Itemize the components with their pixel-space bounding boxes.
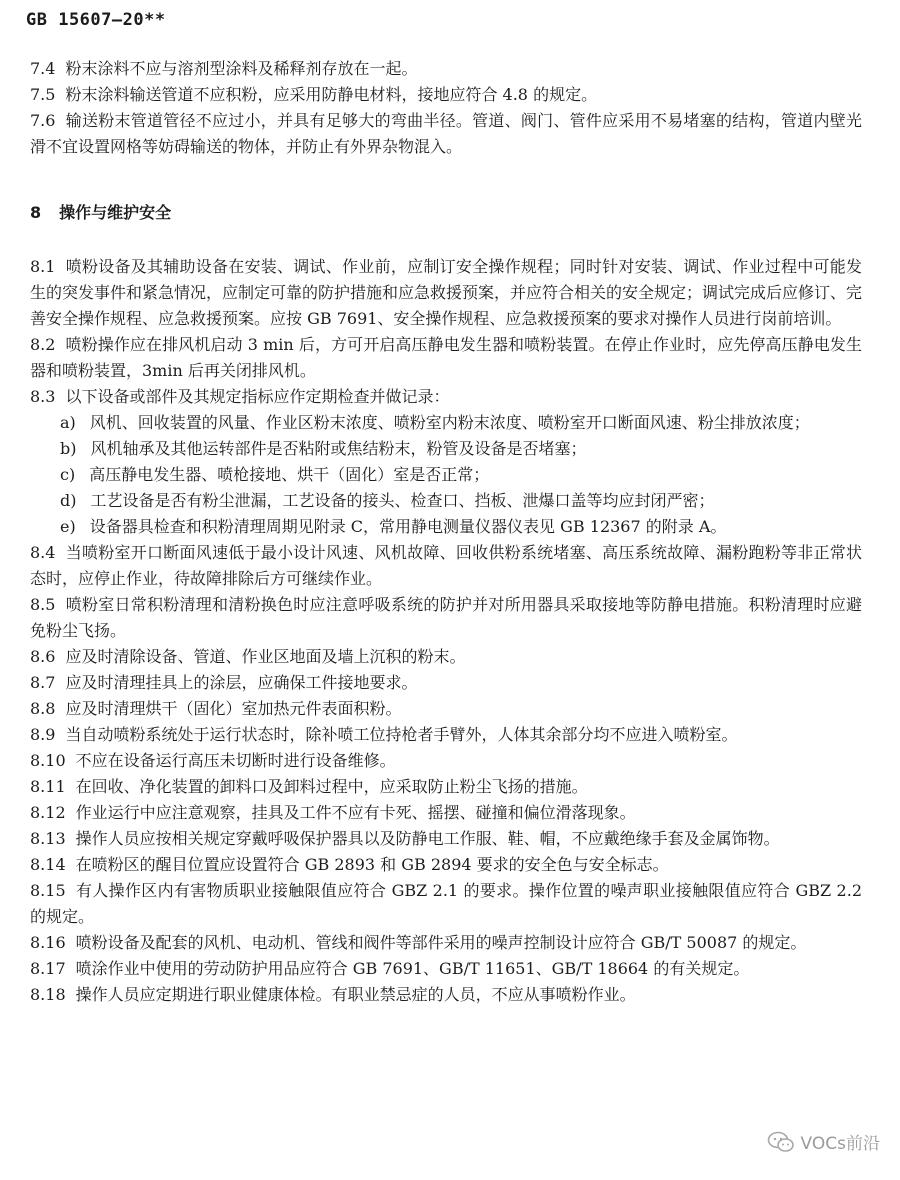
clause-number: 8.15 bbox=[30, 881, 66, 900]
document-header: GB 15607—20** bbox=[26, 10, 166, 30]
clause-number: 7.6 bbox=[30, 111, 56, 130]
clause-text: 作业运行中应注意观察，挂具及工件不应有卡死、摇摆、碰撞和偏位滑落现象。 bbox=[75, 803, 636, 822]
clause-number: 8.5 bbox=[30, 595, 56, 614]
clause-number: 8.12 bbox=[30, 803, 66, 822]
sub-item-mark: d) bbox=[60, 491, 77, 510]
sub-item-d bbox=[30, 488, 862, 514]
clause-8-6 bbox=[30, 644, 862, 670]
sub-item-e bbox=[30, 514, 862, 540]
clause-8-18 bbox=[30, 982, 862, 1008]
clause-text: 操作人员应按相关规定穿戴呼吸保护器具以及防静电工作服、鞋、帽，不应戴绝缘手套及金属饰物。 bbox=[75, 829, 780, 848]
clause-text: 以下设备或部件及其规定指标应作定期检查并做记录： bbox=[65, 387, 450, 406]
clause-number: 8.2 bbox=[30, 335, 56, 354]
sub-item-text: 设备器具检查和积粉清理周期见附录 C，常用静电测量仪器仪表见 GB 12367 的附录 A。 bbox=[89, 517, 727, 536]
sub-item-text: 风机轴承及其他运转部件是否粘附或焦结粉末，粉管及设备是否堵塞； bbox=[90, 439, 587, 458]
clause-number: 8.18 bbox=[30, 985, 66, 1004]
clause-8-11 bbox=[30, 774, 862, 800]
sub-item-text: 高压静电发生器、喷枪接地、烘干（固化）室是否正常； bbox=[89, 465, 490, 484]
clause-8-12 bbox=[30, 800, 862, 826]
section-title: 操作与维护安全 bbox=[59, 203, 172, 222]
clause-text: 喷粉设备及其辅助设备在安装、调试、作业前，应制订安全操作规程；同时针对安装、调试、作业过程中可能发生的突发事件和紧急情况，应制定可靠的防护措施和应急救援预案，并应符合相关的安全规定；调试完成后应修订、完善安全操作规程、应急救援预案。应按 GB 7691、安全操作规程、应急救援预案的要求对操作人员进行岗前培训。 bbox=[30, 257, 863, 328]
clause-number: 8.9 bbox=[30, 725, 56, 744]
clause-text: 输送粉末管道管径不应过小，并具有足够大的弯曲半径。管道、阀门、管件应采用不易堵塞的结构，管道内壁光滑不宜设置网格等妨碍输送的物体，并防止有外界杂物混入。 bbox=[30, 111, 862, 156]
section-number: 8 bbox=[30, 203, 42, 222]
clause-7-4 bbox=[30, 56, 862, 82]
clause-number: 8.1 bbox=[30, 257, 56, 276]
watermark bbox=[767, 1129, 880, 1154]
clause-8-16 bbox=[30, 930, 862, 956]
sub-item-mark: e) bbox=[60, 517, 76, 536]
clause-number: 8.6 bbox=[30, 647, 56, 666]
section-8-clauses bbox=[30, 254, 862, 1008]
clause-8-7 bbox=[30, 670, 862, 696]
sub-item-mark: c) bbox=[60, 465, 76, 484]
clause-text: 喷粉操作应在排风机启动 3 min 后，方可开启高压静电发生器和喷粉装置。在停止作业时，应先停高压静电发生器和喷粉装置，3min 后再关闭排风机。 bbox=[30, 335, 862, 380]
clause-number: 8.13 bbox=[30, 829, 66, 848]
clause-text: 当自动喷粉系统处于运行状态时，除补喷工位持枪者手臂外，人体其余部分均不应进入喷粉室。 bbox=[65, 725, 738, 744]
clause-number: 8.7 bbox=[30, 673, 56, 692]
clause-7-6 bbox=[30, 108, 862, 160]
clause-8-17 bbox=[30, 956, 862, 982]
section-7-clauses bbox=[30, 56, 862, 160]
clause-text: 应及时清除设备、管道、作业区地面及墙上沉积的粉末。 bbox=[65, 647, 466, 666]
clause-number: 8.14 bbox=[30, 855, 66, 874]
clause-text: 喷粉室日常积粉清理和清粉换色时应注意呼吸系统的防护并对所用器具采取接地等防静电措施。积粉清理时应避免粉尘飞扬。 bbox=[30, 595, 862, 640]
clause-text: 当喷粉室开口断面风速低于最小设计风速、风机故障、回收供粉系统堵塞、高压系统故障、漏粉跑粉等非正常状态时，应停止作业，待故障排除后方可继续作业。 bbox=[30, 543, 862, 588]
clause-text: 操作人员应定期进行职业健康体检。有职业禁忌症的人员，不应从事喷粉作业。 bbox=[75, 985, 636, 1004]
sub-item-mark: a) bbox=[60, 413, 76, 432]
sub-item-a bbox=[30, 410, 862, 436]
clause-number: 8.8 bbox=[30, 699, 56, 718]
clause-8-4 bbox=[30, 540, 862, 592]
sub-item-text: 工艺设备是否有粉尘泄漏，工艺设备的接头、检查口、挡板、泄爆口盖等均应封闭严密； bbox=[90, 491, 715, 510]
watermark-text: VOCs前沿 bbox=[800, 1134, 880, 1154]
sub-item-mark: b) bbox=[60, 439, 77, 458]
sub-item-text: 风机、回收装置的风量、作业区粉末浓度、喷粉室内粉末浓度、喷粉室开口断面风速、粉尘排放浓度； bbox=[89, 413, 810, 432]
clause-8-8 bbox=[30, 696, 862, 722]
clause-number: 8.16 bbox=[30, 933, 66, 952]
clause-text: 在回收、净化装置的卸料口及卸料过程中，应采取防止粉尘飞扬的措施。 bbox=[75, 777, 588, 796]
clause-text: 粉末涂料输送管道不应积粉，应采用防静电材料，接地应符合 4.8 的规定。 bbox=[65, 85, 598, 104]
clause-8-3 bbox=[30, 384, 862, 410]
clause-7-5 bbox=[30, 82, 862, 108]
clause-number: 7.4 bbox=[30, 59, 56, 78]
sub-item-c bbox=[30, 462, 862, 488]
clause-text: 喷涂作业中使用的劳动防护用品应符合 GB 7691、GB/T 11651、GB/T 18664 的有关规定。 bbox=[75, 959, 750, 978]
clause-text: 粉末涂料不应与溶剂型涂料及稀释剂存放在一起。 bbox=[65, 59, 418, 78]
clause-number: 8.11 bbox=[30, 777, 66, 796]
clause-number: 7.5 bbox=[30, 85, 56, 104]
clause-text: 应及时清理挂具上的涂层，应确保工件接地要求。 bbox=[65, 673, 418, 692]
clause-8-1 bbox=[30, 254, 862, 332]
clause-8-10 bbox=[30, 748, 862, 774]
clause-8-15 bbox=[30, 878, 862, 930]
wechat-icon bbox=[767, 1130, 795, 1154]
clause-8-2 bbox=[30, 332, 862, 384]
section-8-heading bbox=[30, 200, 171, 223]
clause-text: 喷粉设备及配套的风机、电动机、管线和阀件等部件采用的噪声控制设计应符合 GB/T 50087 的规定。 bbox=[75, 933, 807, 952]
clause-8-9 bbox=[30, 722, 862, 748]
clause-8-13 bbox=[30, 826, 862, 852]
clause-number: 8.4 bbox=[30, 543, 56, 562]
clause-8-14 bbox=[30, 852, 862, 878]
clause-number: 8.3 bbox=[30, 387, 56, 406]
clause-8-5 bbox=[30, 592, 862, 644]
sub-item-b bbox=[30, 436, 862, 462]
clause-number: 8.17 bbox=[30, 959, 66, 978]
clause-text: 有人操作区内有害物质职业接触限值应符合 GBZ 2.1 的要求。操作位置的噪声职业接触限值应符合 GBZ 2.2 的规定。 bbox=[30, 881, 862, 926]
clause-number: 8.10 bbox=[30, 751, 66, 770]
clause-text: 不应在设备运行高压未切断时进行设备维修。 bbox=[75, 751, 396, 770]
clause-text: 在喷粉区的醒目位置应设置符合 GB 2893 和 GB 2894 要求的安全色与安全标志。 bbox=[75, 855, 669, 874]
clause-text: 应及时清理烘干（固化）室加热元件表面积粉。 bbox=[65, 699, 402, 718]
